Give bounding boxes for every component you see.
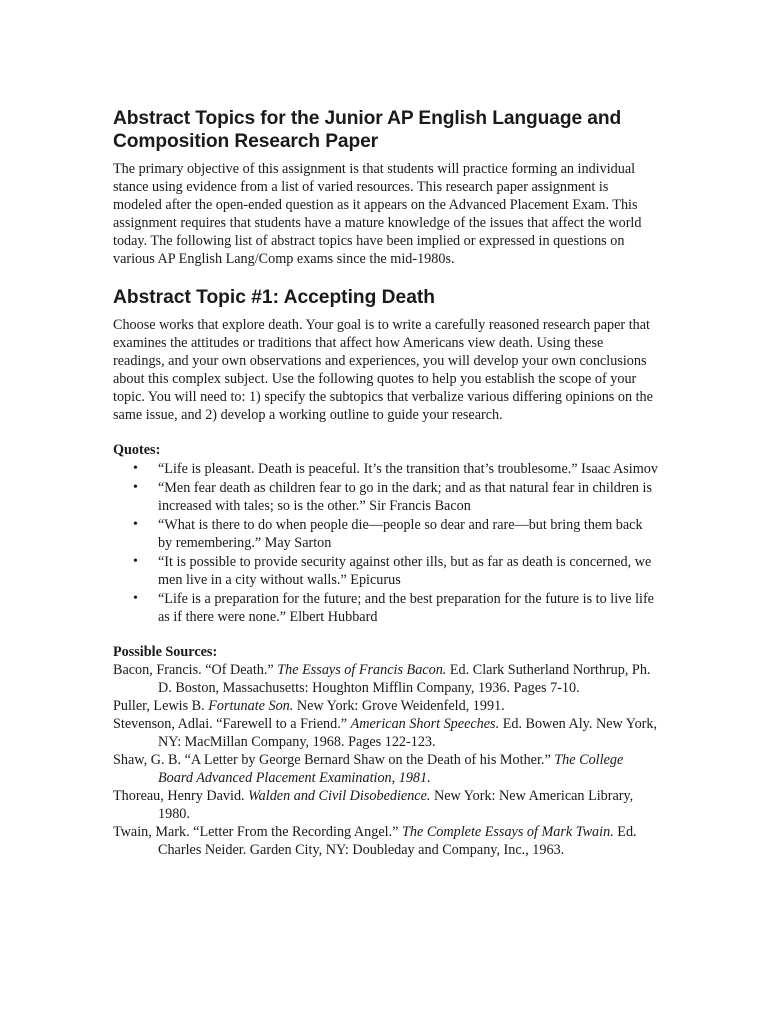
bullet-icon: • <box>133 554 138 569</box>
source-citation <box>113 661 658 697</box>
source-citation <box>113 787 658 823</box>
quote-item <box>113 590 658 626</box>
source-citation <box>113 697 658 715</box>
document-page <box>113 107 658 859</box>
quote-text: “It is possible to provide security against other ills, but as far as death is concerned, we men live in a city without walls.” Epicurus <box>158 554 652 588</box>
bullet-icon: • <box>133 480 138 495</box>
bullet-icon: • <box>133 517 138 532</box>
citation-title: The College Board Advanced Placement Examination, 1981. <box>158 752 624 786</box>
citation-details: New York: Grove Weidenfeld, 1991. <box>293 698 505 714</box>
quote-text: “What is there to do when people die—people so dear and rare—but bring them back by remembering.” May Sarton <box>158 517 643 551</box>
citation-author: Twain, Mark. “Letter From the Recording Angel.” <box>113 824 402 840</box>
topic-heading: Abstract Topic #1: Accepting Death <box>113 287 435 308</box>
citation-title: American Short Speeches. <box>350 716 500 732</box>
quotes-list <box>113 460 658 626</box>
quote-text: “Men fear death as children fear to go in the dark; and as that natural fear in children is increased with tales; so is the other.” Sir Francis Bacon <box>158 480 652 514</box>
citation-details: New York: New American Library, 1980. <box>158 788 634 822</box>
bullet-icon: • <box>133 461 138 476</box>
quote-text: “Life is pleasant. Death is peaceful. It’s the transition that’s troublesome.” Isaac Asimov <box>158 461 658 477</box>
citation-details: Ed. Charles Neider. Garden City, NY: Doubleday and Company, Inc., 1963. <box>158 824 637 858</box>
citation-author: Puller, Lewis B. <box>113 698 209 714</box>
citation-title: Walden and Civil Disobedience. <box>248 788 431 804</box>
source-citation <box>113 715 658 751</box>
source-citation <box>113 751 658 787</box>
citation-title: The Complete Essays of Mark Twain. <box>401 824 614 840</box>
sources-list <box>113 661 658 859</box>
citation-author: Stevenson, Adlai. “Farewell to a Friend.” <box>113 716 351 732</box>
sources-label: Possible Sources: <box>113 644 218 660</box>
quote-text: “Life is a preparation for the future; and the best preparation for the future is to live life as if there were none.” Elbert Hubbard <box>158 591 654 625</box>
citation-details: Ed. Bowen Aly. New York, NY: MacMillan Company, 1968. Pages 122-123. <box>158 716 658 750</box>
citation-details: Ed. Clark Sutherland Northrup, Ph. D. Boston, Massachusetts: Houghton Mifflin Company, 1936. Pages 7-10. <box>158 662 651 696</box>
citation-author: Shaw, G. B. “A Letter by George Bernard Shaw on the Death of his Mother.” <box>113 752 555 768</box>
quote-item <box>113 553 658 589</box>
citation-title: Fortunate Son. <box>208 698 294 714</box>
intro-paragraph: The primary objective of this assignment is that students will practice forming an individual stance using evidence from a list of varied resources. This research paper assignment is modeled after the open-ended question as it appears on the Advanced Placement Exam. This assignment requires that students have a mature knowledge of the issues that affect the world today. The following list of abstract topics have been implied or expressed in questions on various AP English Lang/Comp exams since the mid-1980s. <box>113 161 642 267</box>
quote-item <box>113 460 658 478</box>
topic-description: Choose works that explore death. Your goal is to write a carefully reasoned research paper that examines the attitudes or traditions that affect how Americans view death. Using these readings, and your own observations and experiences, you will develop your own conclusions about this complex subject. Use the following quotes to help you establish the scope of your topic. You will need to: 1) specify the subtopics that verbalize various differing opinions on the same issue, and 2) develop a working outline to guide your research. <box>113 317 653 423</box>
quote-item <box>113 516 658 552</box>
citation-title: The Essays of Francis Bacon. <box>277 662 447 678</box>
quote-item <box>113 479 658 515</box>
document-title: Abstract Topics for the Junior AP English Language and Composition Research Paper <box>113 108 622 152</box>
source-citation <box>113 823 658 859</box>
citation-author: Bacon, Francis. “Of Death.” <box>113 662 278 678</box>
bullet-icon: • <box>133 591 138 606</box>
citation-author: Thoreau, Henry David. <box>113 788 249 804</box>
quotes-label: Quotes: <box>113 442 161 458</box>
